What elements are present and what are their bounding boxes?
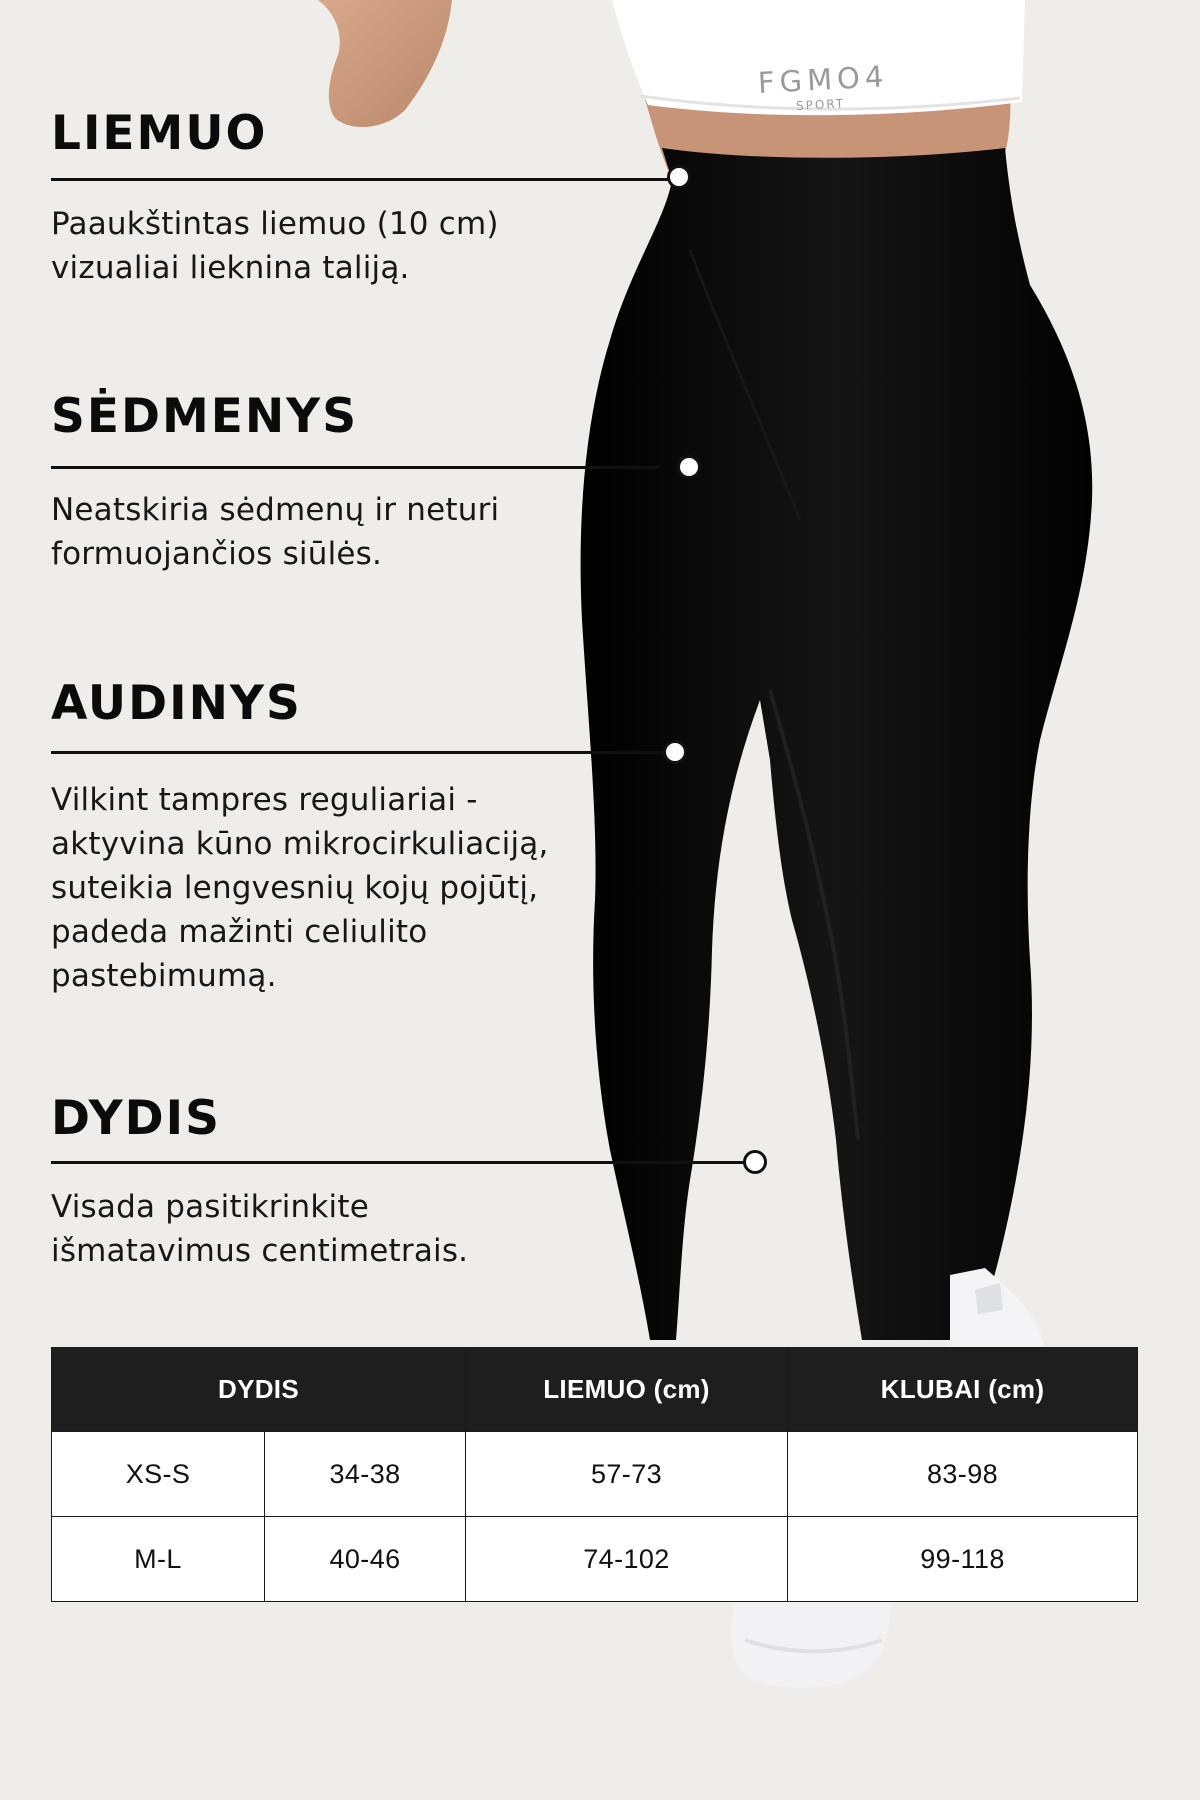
model-arm: [318, 0, 452, 127]
callout-line: [51, 1161, 751, 1164]
table-cell: 34-38: [265, 1432, 466, 1517]
table-header: KLUBAI (cm): [788, 1348, 1138, 1432]
feature-description: Neatskiria sėdmenų ir neturi formuojančios siūlės.: [51, 492, 500, 572]
feature-fabric-text: [51, 778, 611, 998]
feature-title: SĖDMENYS: [51, 389, 359, 444]
feature-description: Visada pasitikrinkite išmatavimus centimetrais.: [51, 1189, 469, 1269]
feature-size-text: [51, 1185, 611, 1273]
feature-fabric: [51, 676, 611, 731]
table-header-row: [52, 1348, 1138, 1432]
callout-dot: [677, 455, 701, 479]
feature-title: LIEMUO: [51, 106, 268, 161]
callout-line: [51, 466, 659, 469]
callout-dot: [663, 740, 687, 764]
table-header: DYDIS: [52, 1348, 466, 1432]
size-table: [51, 1347, 1138, 1602]
table-cell: 57-73: [466, 1432, 788, 1517]
brand-subprint: SPORT: [795, 96, 846, 113]
callout-dot: [743, 1150, 767, 1174]
table-header: LIEMUO (cm): [466, 1348, 788, 1432]
feature-title: DYDIS: [51, 1091, 221, 1146]
table-cell: 40-46: [265, 1517, 466, 1602]
table-row: [52, 1432, 1138, 1517]
callout-line: [51, 178, 672, 181]
table-cell: XS-S: [52, 1432, 265, 1517]
feature-glutes: [51, 389, 611, 444]
feature-description: Vilkint tampres reguliariai - aktyvina kūno mikrocirkuliaciją, suteikia lengvesnių kojų pojūtį, padeda mažinti celiulito pastebimumą.: [51, 782, 549, 994]
callout-dot: [667, 165, 691, 189]
table-cell: 83-98: [788, 1432, 1138, 1517]
table-row: [52, 1517, 1138, 1602]
table-cell: 74-102: [466, 1517, 788, 1602]
feature-glutes-text: [51, 488, 611, 576]
table-cell: 99-118: [788, 1517, 1138, 1602]
callout-line: [51, 751, 663, 754]
feature-title: AUDINYS: [51, 676, 302, 731]
feature-size: [51, 1091, 611, 1146]
table-cell: M-L: [52, 1517, 265, 1602]
feature-waist: [51, 106, 611, 161]
feature-waist-text: [51, 202, 611, 290]
brand-print: FGMO4: [757, 59, 890, 100]
feature-description: Paaukštintas liemuo (10 cm) vizualiai lieknina taliją.: [51, 206, 499, 286]
